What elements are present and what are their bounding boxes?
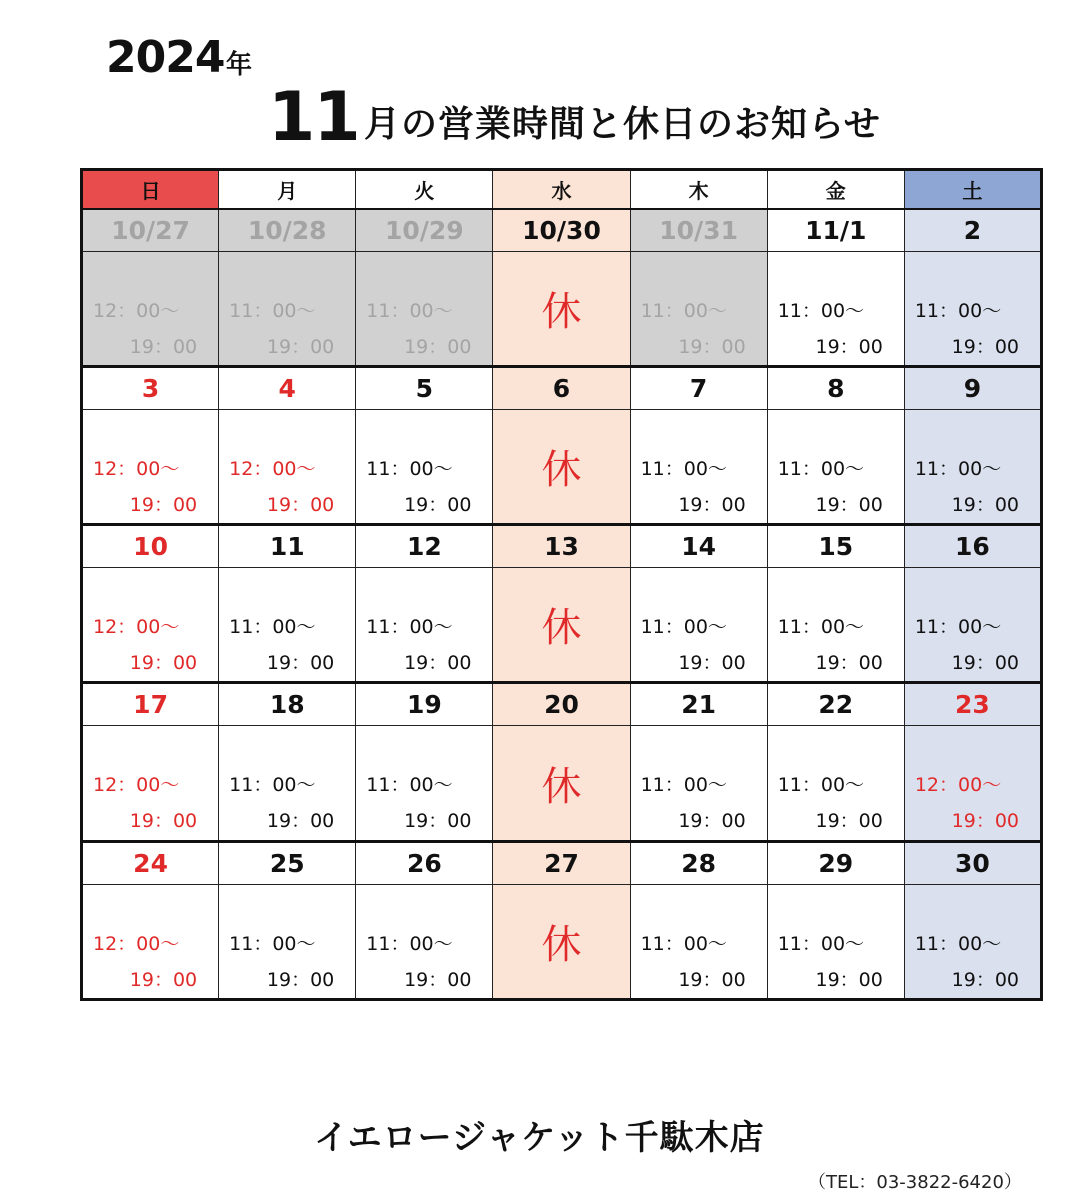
business-hours [768,252,904,365]
open-time: 11：00〜 [777,616,865,639]
open-time: 11：00〜 [777,932,865,955]
hours-cell [82,726,219,841]
date-cell: 8 [767,367,904,410]
business-hours [905,726,1040,839]
business-hours [83,726,218,839]
business-hours [768,568,904,681]
business-hours [83,885,218,998]
open-time: 11：00〜 [366,457,453,480]
close-time: 19：00 [266,968,335,991]
close-time: 19：00 [815,968,883,991]
date-cell: 23 [904,683,1041,726]
weekday-sat: 土 [904,170,1041,209]
open-time: 11：00〜 [777,299,865,322]
business-hours [83,568,218,681]
hours-cell [219,884,356,999]
business-hours [631,252,767,365]
business-hours [905,410,1040,523]
open-time: 11：00〜 [914,457,1002,480]
business-hours [631,568,767,681]
date-cell: 26 [356,841,493,884]
close-time: 19：00 [678,810,746,833]
hours-cell [904,568,1041,683]
hours-cell [219,409,356,524]
date-cell: 10 [82,525,219,568]
close-time: 19：00 [129,493,198,516]
date-cell: 11 [219,525,356,568]
open-time: 11：00〜 [229,616,316,639]
closed-label: 休 [541,605,582,652]
date-cell: 10/29 [356,209,493,251]
close-time: 19：00 [129,652,198,675]
business-hours [219,568,355,681]
open-time: 12：00〜 [93,457,180,480]
date-cell: 21 [630,683,767,726]
business-hours [768,410,904,523]
business-hours [356,410,492,523]
business-hours [219,726,355,839]
business-hours [219,252,355,365]
weekday-sun: 日 [82,170,219,209]
hours-row [82,726,1042,841]
date-cell: 11/1 [767,209,904,251]
open-time: 11：00〜 [366,299,453,322]
hours-cell [356,568,493,683]
hours-cell [493,251,630,366]
date-row [82,367,1042,410]
hours-cell [767,726,904,841]
date-cell: 5 [356,367,493,410]
hours-cell [82,251,219,366]
open-time: 12：00〜 [93,774,180,797]
hours-cell [493,568,630,683]
hours-cell [630,409,767,524]
open-time: 11：00〜 [914,616,1002,639]
business-hours [905,885,1040,998]
date-cell: 9 [904,367,1041,410]
date-cell: 14 [630,525,767,568]
hours-row [82,884,1042,999]
close-time: 19：00 [951,810,1019,833]
business-hours [356,885,492,998]
date-cell: 2 [904,209,1041,251]
open-time: 11：00〜 [366,932,453,955]
date-cell: 16 [904,525,1041,568]
hours-row [82,251,1042,366]
open-time: 11：00〜 [640,457,727,480]
date-cell: 6 [493,367,630,410]
hours-cell [904,409,1041,524]
date-cell: 10/30 [493,209,630,251]
hours-cell [630,568,767,683]
month-number: 11 [268,78,359,157]
date-cell: 12 [356,525,493,568]
close-time: 19：00 [404,810,472,833]
business-hours [83,410,218,523]
date-cell: 20 [493,683,630,726]
date-cell: 28 [630,841,767,884]
close-time: 19：00 [129,810,198,833]
date-cell: 17 [82,683,219,726]
store-name: イエロージャケット千駄木店 [314,1118,765,1158]
open-time: 11：00〜 [229,299,316,322]
hours-cell [630,884,767,999]
weekday-tue: 火 [356,170,493,209]
hours-cell [630,251,767,366]
open-time: 11：00〜 [366,774,453,797]
year-unit: 年 [226,50,253,80]
business-hours [768,885,904,998]
date-row [82,683,1042,726]
hours-cell [356,409,493,524]
page-title: 月の営業時間と休日のお知らせ [364,104,881,145]
closed-label: 休 [541,447,582,494]
business-hours [631,410,767,523]
date-row [82,841,1042,884]
hours-cell [904,251,1041,366]
closed-label: 休 [541,763,582,810]
business-hours [356,568,492,681]
date-cell: 13 [493,525,630,568]
business-calendar [80,168,1043,1001]
close-time: 19：00 [951,652,1019,675]
hours-row [82,409,1042,524]
business-hours [219,885,355,998]
date-cell: 7 [630,367,767,410]
hours-cell [82,409,219,524]
hours-cell [904,726,1041,841]
hours-cell [82,568,219,683]
hours-cell [767,251,904,366]
hours-cell [356,251,493,366]
open-time: 12：00〜 [229,457,316,480]
close-time: 19：00 [404,493,472,516]
hours-cell [219,251,356,366]
date-cell: 10/27 [82,209,219,251]
open-time: 11：00〜 [640,932,727,955]
open-time: 11：00〜 [914,299,1002,322]
date-cell: 10/31 [630,209,767,251]
date-cell: 27 [493,841,630,884]
close-time: 19：00 [678,335,746,358]
hours-cell [767,884,904,999]
close-time: 19：00 [951,493,1019,516]
business-hours [219,410,355,523]
close-time: 19：00 [815,335,883,358]
date-cell: 22 [767,683,904,726]
hours-cell [219,726,356,841]
open-time: 11：00〜 [229,932,316,955]
close-time: 19：00 [266,810,335,833]
close-time: 19：00 [404,652,472,675]
open-time: 12：00〜 [93,299,180,322]
business-hours [356,726,492,839]
close-time: 19：00 [129,335,198,358]
weekday-header-row [82,170,1042,209]
date-row [82,209,1042,251]
hours-cell [904,884,1041,999]
date-cell: 3 [82,367,219,410]
weekday-fri: 金 [767,170,904,209]
open-time: 11：00〜 [777,774,865,797]
open-time: 11：00〜 [366,616,453,639]
open-time: 11：00〜 [640,774,727,797]
business-hours [83,252,218,365]
open-time: 11：00〜 [777,457,865,480]
close-time: 19：00 [678,493,746,516]
closed-label: 休 [541,288,582,335]
business-hours [631,726,767,839]
open-time: 11：00〜 [229,774,316,797]
business-hours [631,885,767,998]
open-time: 11：00〜 [640,616,727,639]
date-cell: 10/28 [219,209,356,251]
close-time: 19：00 [404,968,472,991]
close-time: 19：00 [404,335,472,358]
close-time: 19：00 [815,652,883,675]
hours-cell [82,884,219,999]
hours-row [82,568,1042,683]
weekday-mon: 月 [219,170,356,209]
date-cell: 29 [767,841,904,884]
weekday-thu: 木 [630,170,767,209]
hours-cell [767,568,904,683]
weekday-wed: 水 [493,170,630,209]
close-time: 19：00 [951,968,1019,991]
open-time: 12：00〜 [914,774,1002,797]
date-cell: 19 [356,683,493,726]
close-time: 19：00 [266,335,335,358]
date-cell: 25 [219,841,356,884]
business-hours [768,726,904,839]
date-cell: 15 [767,525,904,568]
hours-cell [493,726,630,841]
close-time: 19：00 [951,335,1019,358]
hours-cell [219,568,356,683]
hours-cell [767,409,904,524]
date-cell: 18 [219,683,356,726]
business-hours [905,568,1040,681]
close-time: 19：00 [266,493,335,516]
close-time: 19：00 [678,652,746,675]
closed-label: 休 [541,921,582,968]
open-time: 12：00〜 [93,932,180,955]
date-cell: 30 [904,841,1041,884]
hours-cell [493,884,630,999]
open-time: 12：00〜 [93,616,180,639]
phone-number: （TEL：03-3822-6420） [808,1172,1022,1193]
open-time: 11：00〜 [914,932,1002,955]
close-time: 19：00 [678,968,746,991]
date-cell: 24 [82,841,219,884]
business-hours [905,252,1040,365]
date-row [82,525,1042,568]
close-time: 19：00 [815,493,883,516]
year: 2024 [106,32,225,83]
close-time: 19：00 [266,652,335,675]
business-hours [356,252,492,365]
close-time: 19：00 [815,810,883,833]
hours-cell [630,726,767,841]
hours-cell [493,409,630,524]
date-cell: 4 [219,367,356,410]
open-time: 11：00〜 [640,299,727,322]
hours-cell [356,726,493,841]
hours-cell [356,884,493,999]
close-time: 19：00 [129,968,198,991]
